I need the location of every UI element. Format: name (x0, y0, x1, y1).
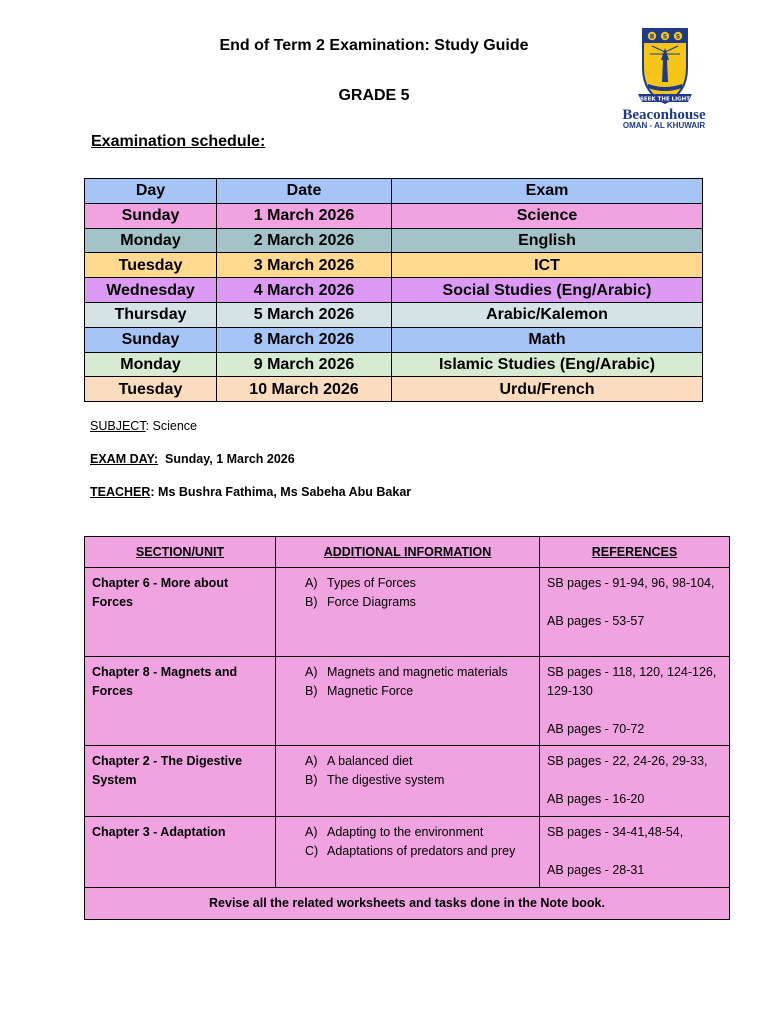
table-row (85, 278, 703, 303)
schedule-date-cell: 2 March 2026 (217, 228, 392, 253)
schedule-exam-cell: Science (392, 203, 703, 228)
list-text: Types of Forces (327, 576, 416, 590)
schedule-header-row (85, 179, 703, 204)
study-header-row (85, 537, 730, 568)
column-header: REFERENCES (540, 537, 730, 568)
schedule-day-cell: Sunday (85, 203, 217, 228)
sb-pages: SB pages - 22, 24-26, 29-33, (547, 754, 708, 768)
teacher-line (90, 485, 411, 499)
schedule-exam-cell: ICT (392, 253, 703, 278)
ab-pages: AB pages - 53-57 (547, 614, 645, 628)
schedule-date-cell: 1 March 2026 (217, 203, 392, 228)
table-row (85, 657, 730, 746)
schedule-date-cell: 4 March 2026 (217, 278, 392, 303)
exam-day-label: EXAM DAY: (90, 452, 159, 466)
table-row (85, 568, 730, 657)
ab-pages: AB pages - 16-20 (547, 792, 645, 806)
subject-value: : Science (145, 419, 197, 433)
list-item (283, 842, 532, 861)
schedule-heading: Examination schedule: (91, 133, 266, 150)
list-marker: A) (305, 825, 318, 839)
list-text: Magnetic Force (327, 684, 414, 698)
references-cell (540, 746, 730, 817)
list-item (283, 752, 532, 771)
footer-note: Revise all the related worksheets and tasks done in the Note book. (85, 888, 730, 920)
table-row (85, 377, 703, 402)
schedule-day-cell: Tuesday (85, 253, 217, 278)
list-item (283, 823, 532, 842)
schedule-date-cell: 9 March 2026 (217, 352, 392, 377)
table-row (85, 746, 730, 817)
school-branch: OMAN - AL KHUWAIR (622, 121, 706, 130)
info-cell (276, 657, 540, 746)
sb-pages: SB pages - 34-41,48-54, (547, 825, 684, 839)
list-item (283, 593, 532, 612)
info-cell (276, 746, 540, 817)
list-text: Force Diagrams (327, 595, 416, 609)
info-cell (276, 817, 540, 888)
info-cell (276, 568, 540, 657)
schedule-exam-cell: Math (392, 327, 703, 352)
schedule-exam-cell: Social Studies (Eng/Arabic) (392, 278, 703, 303)
teacher-value: : Ms Bushra Fathima, Ms Sabeha Abu Bakar (150, 485, 412, 499)
footer-row (85, 888, 730, 920)
list-marker: A) (305, 576, 318, 590)
references-cell (540, 568, 730, 657)
sb-pages: SB pages - 91-94, 96, 98-104, (547, 576, 715, 590)
schedule-date-cell: 8 March 2026 (217, 327, 392, 352)
crest-letter: S (675, 33, 681, 41)
list-marker: B) (305, 684, 318, 698)
exam-day-value: Sunday, 1 March 2026 (158, 452, 295, 466)
section-cell: Chapter 8 - Magnets and Forces (85, 657, 276, 746)
grade-label: GRADE 5 (338, 87, 410, 104)
list-item (283, 663, 532, 682)
references-cell (540, 657, 730, 746)
schedule-day-cell: Thursday (85, 302, 217, 327)
table-row (85, 228, 703, 253)
teacher-label: TEACHER (90, 485, 151, 499)
list-item (283, 574, 532, 593)
table-row (85, 817, 730, 888)
list-text: The digestive system (327, 773, 445, 787)
table-row (85, 352, 703, 377)
section-cell: Chapter 6 - More about Forces (85, 568, 276, 657)
section-cell: Chapter 2 - The Digestive System (85, 746, 276, 817)
column-header: ADDITIONAL INFORMATION (276, 537, 540, 568)
list-text: Adapting to the environment (327, 825, 484, 839)
crest-letter: B (649, 33, 655, 41)
ab-pages: AB pages - 28-31 (547, 863, 645, 877)
schedule-day-cell: Monday (85, 352, 217, 377)
list-marker: A) (305, 754, 318, 768)
table-row (85, 253, 703, 278)
school-name: Beaconhouse (622, 107, 706, 123)
list-text: Magnets and magnetic materials (327, 665, 508, 679)
list-item (283, 682, 532, 701)
table-row (85, 302, 703, 327)
schedule-day-cell: Monday (85, 228, 217, 253)
column-header: Date (217, 179, 392, 204)
list-item (283, 771, 532, 790)
list-text: Adaptations of predators and prey (327, 844, 516, 858)
study-guide-table (84, 536, 730, 920)
schedule-day-cell: Tuesday (85, 377, 217, 402)
crest-letter: S (662, 33, 668, 41)
list-marker: B) (305, 773, 318, 787)
subject-label: SUBJECT (90, 419, 146, 433)
schedule-day-cell: Wednesday (85, 278, 217, 303)
schedule-date-cell: 5 March 2026 (217, 302, 392, 327)
sb-pages: SB pages - 118, 120, 124-126, 129-130 (547, 665, 717, 698)
references-cell (540, 817, 730, 888)
exam-schedule-table (84, 178, 703, 402)
schedule-date-cell: 3 March 2026 (217, 253, 392, 278)
page-title: End of Term 2 Examination: Study Guide (219, 37, 529, 54)
schedule-exam-cell: English (392, 228, 703, 253)
crest-motto: SEEK THE LIGHT (639, 96, 691, 103)
list-marker: B) (305, 595, 318, 609)
column-header: SECTION/UNIT (85, 537, 276, 568)
subject-line (90, 419, 197, 433)
schedule-day-cell: Sunday (85, 327, 217, 352)
schedule-exam-cell: Urdu/French (392, 377, 703, 402)
column-header: Exam (392, 179, 703, 204)
schedule-exam-cell: Arabic/Kalemon (392, 302, 703, 327)
list-text: A balanced diet (327, 754, 413, 768)
exam-day-line (90, 452, 295, 466)
ab-pages: AB pages - 70-72 (547, 722, 645, 736)
schedule-exam-cell: Islamic Studies (Eng/Arabic) (392, 352, 703, 377)
section-cell: Chapter 3 - Adaptation (85, 817, 276, 888)
column-header: Day (85, 179, 217, 204)
schedule-date-cell: 10 March 2026 (217, 377, 392, 402)
table-row (85, 203, 703, 228)
list-marker: A) (305, 665, 318, 679)
table-row (85, 327, 703, 352)
list-marker: C) (305, 844, 319, 858)
